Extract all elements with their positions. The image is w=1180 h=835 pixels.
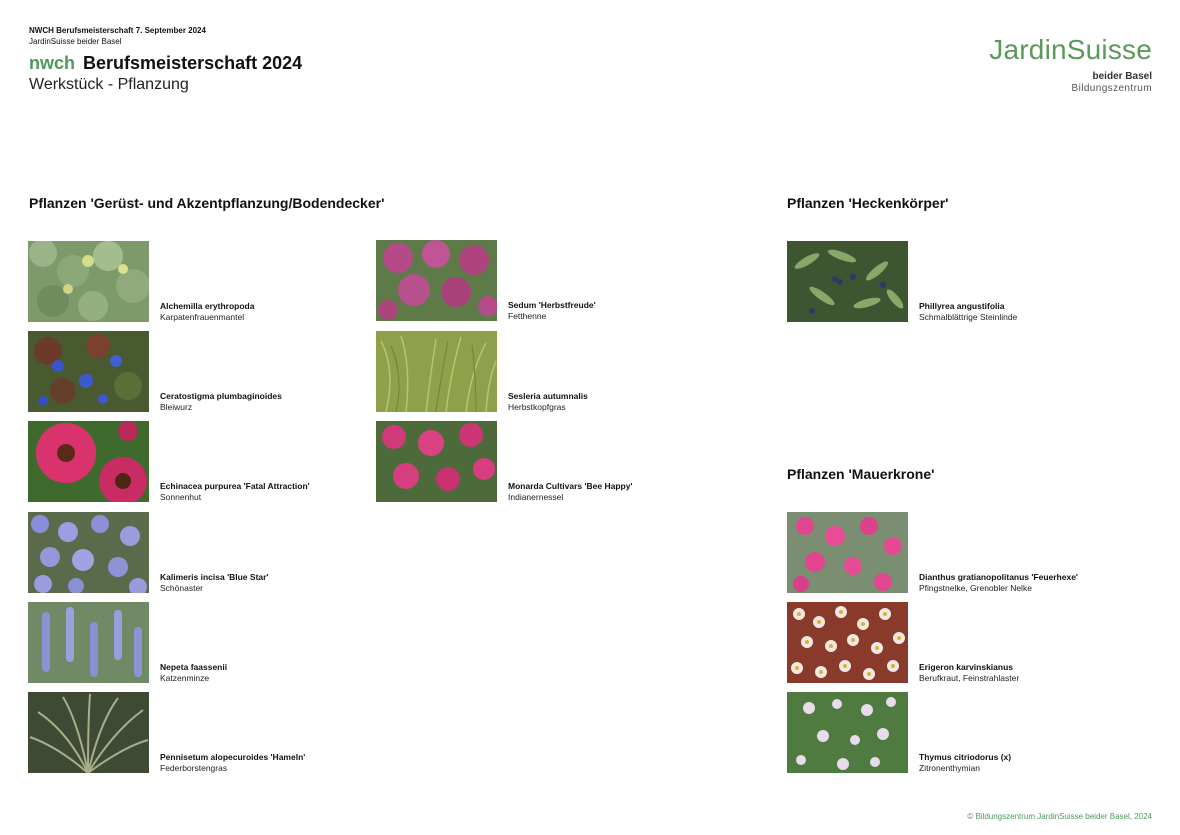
plant-latin-name: Thymus citriodorus (x)	[919, 752, 1012, 762]
plant-sedum	[376, 240, 716, 322]
plant-erigeron	[787, 602, 1127, 684]
plant-photo	[28, 241, 149, 322]
plant-photo	[787, 602, 908, 683]
plant-photo	[787, 512, 908, 593]
plant-common-name: Federborstengras	[160, 763, 228, 773]
plant-photo	[28, 421, 149, 502]
organisation-line: JardinSuisse beider Basel	[29, 37, 122, 46]
plant-common-name: Fetthenne	[508, 311, 547, 321]
plant-nepeta	[28, 602, 368, 684]
page-title	[29, 53, 302, 74]
plant-photo	[787, 241, 908, 322]
plant-alchemilla	[28, 241, 368, 323]
plant-common-name: Indianernessel	[508, 492, 564, 502]
plant-photo	[376, 331, 497, 412]
plant-latin-name: Sedum 'Herbstfreude'	[508, 300, 596, 310]
plant-photo	[376, 240, 497, 321]
plant-monarda	[376, 421, 716, 503]
event-line: NWCH Berufsmeisterschaft 7. September 2024	[29, 26, 206, 35]
plant-latin-name: Erigeron karvinskianus	[919, 662, 1014, 672]
plant-photo	[28, 331, 149, 412]
plant-common-name: Herbstkopfgras	[508, 402, 566, 412]
page-subtitle: Werkstück - Pflanzung	[29, 76, 189, 93]
plant-latin-name: Ceratostigma plumbaginoides	[160, 391, 282, 401]
plant-latin-name: Nepeta faassenii	[160, 662, 228, 672]
plant-common-name: Berufkraut, Feinstrahlaster	[919, 673, 1020, 683]
section-title-mauerkrone: Pflanzen 'Mauerkrone'	[787, 466, 935, 482]
section-title-heckenkoerper: Pflanzen 'Heckenkörper'	[787, 195, 949, 211]
plant-phillyrea	[787, 241, 1127, 323]
plant-latin-name: Pennisetum alopecuroides 'Hameln'	[160, 752, 306, 762]
plant-sesleria	[376, 331, 716, 413]
plant-photo	[787, 692, 908, 773]
plant-latin-name: Kalimeris incisa 'Blue Star'	[160, 572, 269, 582]
plant-echinacea	[28, 421, 368, 503]
plant-common-name: Zitronenthymian	[919, 763, 980, 773]
plant-photo	[376, 421, 497, 502]
plant-latin-name: Phillyrea angustifolia	[919, 301, 1005, 311]
logo-line-2: Bildungszentrum	[1071, 83, 1152, 94]
plant-thymus	[787, 692, 1127, 774]
plant-common-name: Schönaster	[160, 583, 203, 593]
plant-latin-name: Alchemilla erythropoda	[160, 301, 255, 311]
plant-photo	[28, 602, 149, 683]
plant-ceratostigma	[28, 331, 368, 413]
copyright-footer: © Bildungszentrum JardinSuisse beider Basel, 2024	[967, 812, 1152, 821]
plant-latin-name: Sesleria autumnalis	[508, 391, 588, 401]
plant-latin-name: Dianthus gratianopolitanus 'Feuerhexe'	[919, 572, 1078, 582]
section-title-geruest: Pflanzen 'Gerüst- und Akzentpflanzung/Bodendecker'	[29, 195, 385, 211]
plant-kalimeris	[28, 512, 368, 594]
logo-brand: JardinSuisse	[989, 34, 1152, 65]
logo-line-1: beider Basel	[1092, 71, 1152, 82]
plant-common-name: Bleiwurz	[160, 402, 193, 412]
plant-photo	[28, 512, 149, 593]
plant-common-name: Schmalblättrige Steinlinde	[919, 312, 1018, 322]
plant-dianthus	[787, 512, 1127, 594]
nwch-wordmark: nwch	[29, 53, 76, 73]
plant-latin-name: Echinacea purpurea 'Fatal Attraction'	[160, 481, 310, 491]
jardinsuisse-logo	[978, 18, 1154, 98]
plant-common-name: Sonnenhut	[160, 492, 202, 502]
plant-pennisetum	[28, 692, 368, 774]
plant-common-name: Katzenminze	[160, 673, 210, 683]
plant-common-name: Karpatenfrauenmantel	[160, 312, 245, 322]
plant-latin-name: Monarda Cultivars 'Bee Happy'	[508, 481, 633, 491]
plant-photo	[28, 692, 149, 773]
plant-common-name: Pfingstnelke, Grenobler Nelke	[919, 583, 1032, 593]
page-title-text: Berufsmeisterschaft 2024	[83, 53, 303, 73]
